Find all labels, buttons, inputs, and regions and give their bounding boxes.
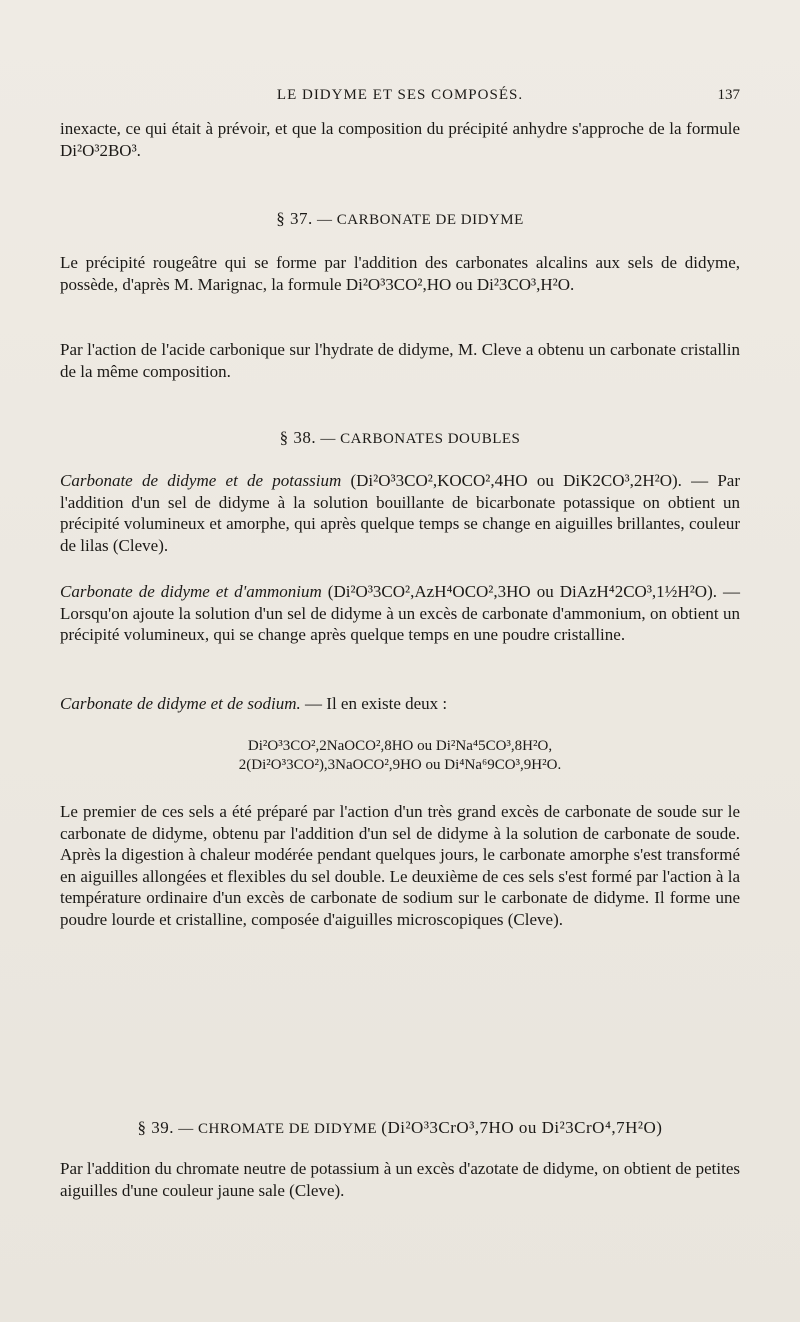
section-formula: (Di²O³3CrO³,7HO ou Di²3CrO⁴,7H²O) [381, 1118, 663, 1137]
compound-title: Carbonate de didyme et d'ammonium [60, 582, 322, 601]
section-38-heading [60, 428, 740, 448]
section-39-heading [60, 1118, 740, 1138]
paragraph-text: — Il en existe deux : [300, 694, 448, 713]
section-number: § 39. [137, 1118, 175, 1137]
formula-line: Di²O³3CO²,2NaOCO²,8HO ou Di²Na⁴5CO³,8H²O, [247, 738, 553, 754]
paragraph-39: Par l'addition du chromate neutre de potassium à un excès d'azotate de didyme, on obtient de petites aiguilles d'une couleur jaune sale (Cleve). [60, 1159, 740, 1200]
paragraph-38a [60, 470, 740, 556]
compound-title: Carbonate de didyme et de sodium. [60, 694, 301, 713]
formula-line: 2(Di²O³3CO²),3NaOCO²,9HO ou Di⁴Na⁶9CO³,9H²O. [238, 757, 562, 773]
section-title: — CARBONATE DE DIDYME [317, 212, 524, 228]
paragraph-38c [60, 693, 740, 715]
paragraph-38b [60, 581, 740, 646]
formula-block [60, 737, 740, 775]
section-37-heading [60, 209, 740, 229]
paragraph-37a: Le précipité rougeâtre qui se forme par l'addition des carbonates alcalins aux sels de didyme, possède, d'après M. Marignac, la formule Di²O³3CO²,HO ou Di²3CO³,H²O. [60, 253, 740, 294]
running-head [60, 87, 740, 109]
section-number: § 38. [279, 428, 317, 447]
section-title: — CARBONATES DOUBLES [320, 431, 521, 447]
paragraph-text: (Di²O³3CO²,AzH⁴OCO²,3HO ou DiAzH⁴2CO³,1½H²O). — Lorsqu'on ajoute la solution d'un sel de didyme à un excès de carbonate d'ammonium, on obtient un précipité volumineux, qui se change après quelque temps en une poudre cristalline. [60, 582, 740, 644]
running-head-title: LE DIDYME ET SES COMPOSÉS. [276, 87, 524, 103]
paragraph-38d: Le premier de ces sels a été préparé par l'action d'un très grand excès de carbonate de soude sur le carbonate de didyme, obtenu par l'addition d'un sel de didyme à la solution de carbonate de soude. Après la digestion à chaleur modérée pendant quelques jours, le carbonate amorphe s'est transformé en aiguilles allongées et flexibles du sel double. Le deuxième de ces sels s'est formé par l'action à la température ordinaire d'un excès de carbonate de sodium sur le carbonate de didyme. Il forme une poudre lourde et cristalline, composée d'aiguilles microscopiques (Cleve). [60, 802, 740, 929]
section-number: § 37. [276, 209, 313, 228]
paragraph-text: (Di²O³3CO²,KOCO²,4HO ou DiK2CO³,2H²O). — Par l'addition d'un sel de didyme à la solution bouillante de bicarbonate potassique on obtient un précipité volumineux et amorphe, qui après quelque temps se change en aiguilles brillantes, couleur de lilas (Cleve). [60, 471, 740, 555]
section-title: — CHROMATE DE DIDYME [178, 1121, 378, 1137]
paragraph-intro: inexacte, ce qui était à prévoir, et que la composition du précipité anhydre s'approche de la formule Di²O³2BO³. [60, 119, 740, 160]
paragraph-37b: Par l'action de l'acide carbonique sur l'hydrate de didyme, M. Cleve a obtenu un carbonate cristallin de la même composition. [60, 340, 740, 381]
page-number: 137 [717, 87, 740, 103]
compound-title: Carbonate de didyme et de potassium [60, 471, 342, 490]
